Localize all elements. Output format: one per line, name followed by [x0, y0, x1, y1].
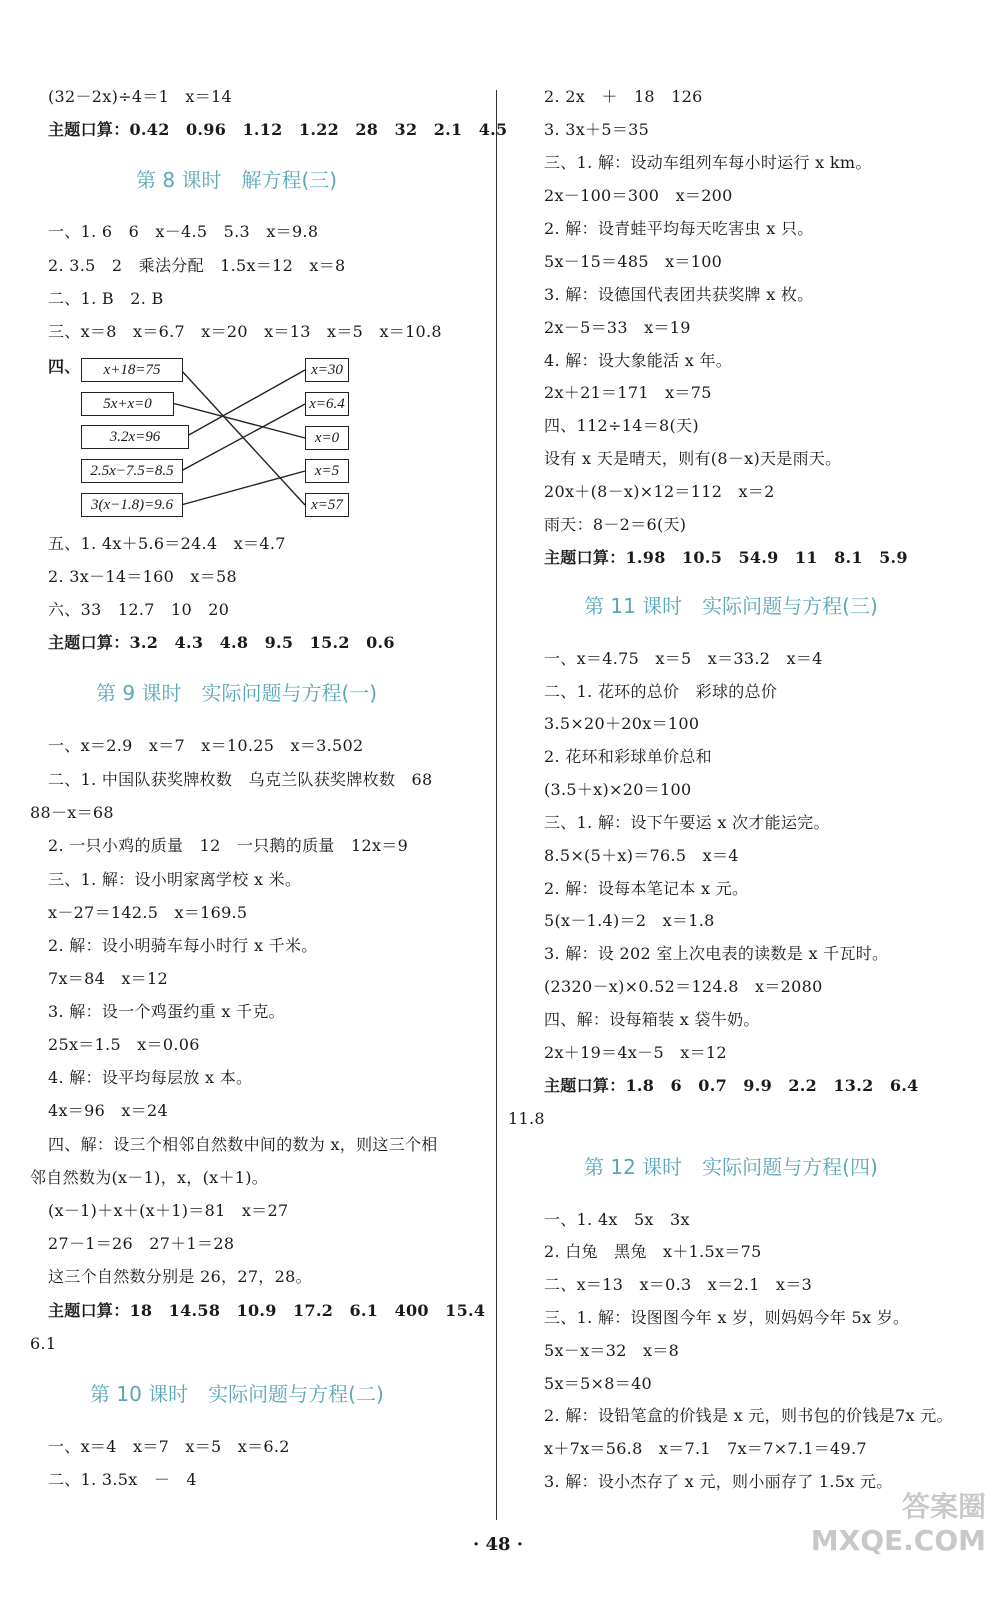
text-line: (32－2x)÷4＝1 x＝14 — [48, 87, 232, 106]
text-line: 二、1. B 2. B — [48, 289, 164, 308]
text-line: x－27＝142.5 x＝169.5 — [48, 903, 248, 922]
text-line: 3. 解：设一个鸡蛋约重 x 千克。 — [48, 1002, 285, 1021]
equation-box: x+18=75 — [81, 358, 183, 382]
text-line: 这三个自然数分别是 26，27，28。 — [48, 1267, 312, 1286]
watermark-url: MXQE.COM — [810, 1524, 986, 1557]
section-heading: 第 10 课时 实际问题与方程(二) — [90, 1382, 384, 1406]
text-line: 二、x＝13 x＝0.3 x＝2.1 x＝3 — [544, 1275, 813, 1294]
equation-box: 3.2x=96 — [81, 425, 189, 449]
section-heading: 第 8 课时 解方程(三) — [136, 168, 338, 192]
text-line: 2. 一只小鸡的质量 12 一只鹅的质量 12x＝9 — [48, 836, 409, 855]
text-line: 四、112÷14＝8(天) — [544, 416, 699, 435]
text-line: 主题口算：1.8 6 0.7 9.9 2.2 13.2 6.4 — [544, 1076, 919, 1095]
solution-box: x=0 — [305, 426, 349, 450]
text-line: 3. 解：设 202 室上次电表的读数是 x 千瓦时。 — [544, 944, 889, 963]
watermark — [811, 1490, 986, 1558]
text-line: 2x＋19＝4x－5 x＝12 — [544, 1043, 727, 1062]
text-line: 设有 x 天是晴天，则有(8－x)天是雨天。 — [544, 449, 842, 468]
text-line: 3. 解：设德国代表团共获奖牌 x 枚。 — [544, 285, 814, 304]
text-line: 四、解：设三个相邻自然数中间的数为 x，则这三个相 — [48, 1135, 438, 1154]
text-line: (2320－x)×0.52＝124.8 x＝2080 — [544, 977, 823, 996]
text-line: 一、x＝4 x＝7 x＝5 x＝6.2 — [48, 1437, 290, 1456]
text-line: 6.1 — [30, 1334, 57, 1353]
text-line: 8.5×(5＋x)＝76.5 x＝4 — [544, 846, 739, 865]
text-line: 88－x＝68 — [30, 803, 114, 822]
text-line: 3. 解：设小杰存了 x 元，则小丽存了 1.5x 元。 — [544, 1472, 893, 1491]
text-line: 主题口算：3.2 4.3 4.8 9.5 15.2 0.6 — [48, 633, 395, 652]
text-line: 一、x＝4.75 x＝5 x＝33.2 x＝4 — [544, 649, 823, 668]
text-line: 2. 2x ＋ 18 126 — [544, 87, 703, 106]
text-line: 六、33 12.7 10 20 — [48, 600, 230, 619]
text-line: 五、1. 4x＋5.6＝24.4 x＝4.7 — [48, 534, 286, 553]
text-line: 5x－15＝485 x＝100 — [544, 252, 723, 271]
text-line: 三、1. 解：设动车组列车每小时运行 x km。 — [544, 153, 872, 172]
text-line: 11.8 — [508, 1109, 545, 1128]
text-line: 主题口算：1.98 10.5 54.9 11 8.1 5.9 — [544, 548, 908, 567]
text-line: 邻自然数为(x－1)，x，(x＋1)。 — [30, 1168, 269, 1187]
section-heading: 第 11 课时 实际问题与方程(三) — [584, 594, 878, 618]
solution-box: x=30 — [305, 358, 349, 382]
page-number: · 48 · — [472, 1534, 524, 1555]
text-line: 三、x＝8 x＝6.7 x＝20 x＝13 x＝5 x＝10.8 — [48, 322, 442, 341]
text-line: 二、1. 3.5x － 4 — [48, 1470, 197, 1489]
text-line: 2. 3x－14＝160 x＝58 — [48, 567, 237, 586]
section-heading: 第 12 课时 实际问题与方程(四) — [584, 1155, 878, 1179]
text-line: 四、 — [48, 357, 81, 376]
text-line: 27－1＝26 27＋1＝28 — [48, 1234, 235, 1253]
text-line: 2x＋21＝171 x＝75 — [544, 383, 712, 402]
equation-box: 5x+x=0 — [81, 392, 174, 416]
text-line: 20x＋(8－x)×12＝112 x＝2 — [544, 482, 775, 501]
solution-box: x=6.4 — [305, 392, 349, 416]
text-line: 2x－100＝300 x＝200 — [544, 186, 733, 205]
text-line: (x－1)＋x＋(x＋1)＝81 x＝27 — [48, 1201, 289, 1220]
text-line: 5x－x＝32 x＝8 — [544, 1341, 680, 1360]
text-line: 三、1. 解：设下午要运 x 次才能运完。 — [544, 813, 830, 832]
text-line: 5(x－1.4)＝2 x＝1.8 — [544, 911, 715, 930]
text-line: 一、1. 4x 5x 3x — [544, 1210, 690, 1229]
text-line: 2. 解：设青蛙平均每天吃害虫 x 只。 — [544, 219, 814, 238]
text-line: 三、1. 解：设图图今年 x 岁，则妈妈今年 5x 岁。 — [544, 1308, 910, 1327]
text-line: 一、1. 6 6 x－4.5 5.3 x＝9.8 — [48, 222, 319, 241]
text-line: 雨天：8－2＝6(天) — [544, 515, 687, 534]
text-line: 3.5×20＋20x＝100 — [544, 714, 700, 733]
text-line: 4. 解：设平均每层放 x 本。 — [48, 1068, 253, 1087]
text-line: (3.5＋x)×20＝100 — [544, 780, 692, 799]
text-line: 4x＝96 x＝24 — [48, 1101, 168, 1120]
text-line: 二、1. 花环的总价 彩球的总价 — [544, 682, 778, 701]
text-line: 三、1. 解：设小明家离学校 x 米。 — [48, 870, 302, 889]
solution-box: x=57 — [305, 493, 349, 517]
text-line: 5x＝5×8＝40 — [544, 1374, 653, 1393]
text-line: 2. 3.5 2 乘法分配 1.5x＝12 x＝8 — [48, 256, 346, 275]
text-line: 2. 解：设铅笔盒的价钱是 x 元，则书包的价钱是7x 元。 — [544, 1406, 953, 1425]
text-line: 7x＝84 x＝12 — [48, 969, 168, 988]
text-line: 二、1. 中国队获奖牌枚数 乌克兰队获奖牌枚数 68 — [48, 770, 433, 789]
text-line: x＋7x＝56.8 x＝7.1 7x＝7×7.1＝49.7 — [544, 1439, 867, 1458]
text-line: 四、解：设每箱装 x 袋牛奶。 — [544, 1010, 760, 1029]
text-line: 25x＝1.5 x＝0.06 — [48, 1035, 200, 1054]
text-line: 一、x＝2.9 x＝7 x＝10.25 x＝3.502 — [48, 736, 364, 755]
equation-box: 3(x−1.8)=9.6 — [81, 493, 183, 517]
text-line: 主题口算：18 14.58 10.9 17.2 6.1 400 15.4 — [48, 1301, 486, 1320]
text-line: 4. 解：设大象能活 x 年。 — [544, 351, 733, 370]
watermark-text: 答案圈 — [901, 1490, 986, 1523]
text-line: 2x－5＝33 x＝19 — [544, 318, 691, 337]
section-heading: 第 9 课时 实际问题与方程(一) — [96, 681, 378, 705]
text-line: 2. 花环和彩球单价总和 — [544, 747, 712, 766]
text-line: 2. 白兔 黑兔 x＋1.5x＝75 — [544, 1242, 762, 1261]
text-line: 主题口算：0.42 0.96 1.12 1.22 28 32 2.1 4.5 — [48, 120, 508, 139]
text-line: 2. 解：设每本笔记本 x 元。 — [544, 879, 749, 898]
text-line: 2. 解：设小明骑车每小时行 x 千米。 — [48, 936, 318, 955]
equation-box: 2.5x−7.5=8.5 — [81, 459, 183, 483]
text-line: 3. 3x＋5＝35 — [544, 120, 650, 139]
solution-box: x=5 — [305, 459, 349, 483]
